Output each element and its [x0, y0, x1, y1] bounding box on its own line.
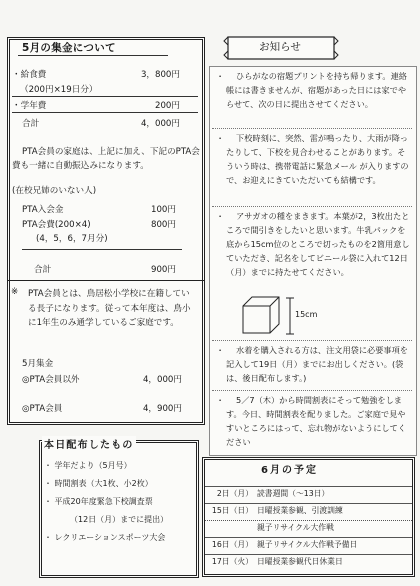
fee-months: (4，5，6，7月分)	[36, 234, 108, 244]
collection-title-underline	[18, 55, 168, 56]
schedule-row	[205, 503, 412, 518]
handouts-title: 本日配布したもの	[42, 436, 136, 451]
schedule-row	[205, 486, 412, 501]
total2-label: 合計	[34, 265, 52, 275]
entry-label: PTA入会金	[22, 205, 64, 215]
schedule-event: 親子リサイクル大作戦	[257, 523, 334, 532]
handout-item: （12日（月）までに提出）	[70, 515, 169, 524]
notice-separator	[212, 128, 412, 129]
may-collection-label: 5月集金	[22, 359, 54, 369]
schedule-row	[205, 554, 412, 569]
schedule-date: 17日（火）	[211, 557, 253, 566]
grade-amount: 200円	[155, 101, 180, 111]
schedule-date: 16日（月）	[211, 540, 253, 549]
entry-amount: 100円	[151, 205, 176, 215]
lunch-amount: 3，800円	[140, 70, 180, 80]
notice-item-morning-glory: アサガオの種をまきます。本葉が2，3枚出たところで間引きをしたいと思います。牛乳パックを底から15cm位のところで切ったものを2箇用意していただき、記名をしてビニール袋に入れて12日（月）までに持たせてください。	[226, 211, 410, 277]
member-label: ◎PTA会員	[22, 404, 63, 414]
schedule-date: 2日（月）	[216, 489, 253, 498]
handout-item: ・ レクリエーションスポーツ大会	[44, 533, 166, 542]
schedule-row	[205, 520, 412, 535]
total1-label: 合計	[22, 119, 40, 129]
schedule-event: 親子リサイクル大作戦予備日	[257, 540, 358, 549]
pta-member-note: PTA会員とは、鳥居松小学校に在籍している長子になります。従って本年度は、鳥小に1年生のみ通学しているご家庭です。	[28, 289, 191, 329]
no-siblings-label: (在校兄姉のいない人)	[12, 186, 97, 196]
nonmember-amount: 4，000円	[142, 375, 182, 385]
handout-item: ・ 平成20年度緊急下校調査票	[44, 497, 153, 506]
schedule-row	[205, 537, 412, 552]
bullet-mark: ・	[216, 133, 225, 143]
grade-label: ・学年費	[12, 101, 47, 111]
carton-cube-icon	[240, 294, 282, 334]
total1-amount: 4，000円	[140, 119, 180, 129]
notice-separator	[212, 390, 412, 391]
member-amount: 4，900円	[142, 404, 182, 414]
divider	[12, 112, 198, 113]
note-mark: ※	[11, 287, 19, 297]
bullet-mark: ・	[216, 71, 225, 81]
notice-separator	[212, 340, 412, 341]
bullet-mark: ・	[216, 345, 225, 355]
lunch-detail: （200円×19日分）	[20, 85, 98, 95]
total2-amount: 900円	[151, 265, 176, 275]
bullet-mark: ・	[216, 395, 225, 405]
lunch-label: ・給食費	[12, 70, 47, 80]
divider	[12, 96, 198, 97]
schedule-event: 日曜授業参観、引渡訓練	[257, 506, 343, 515]
collection-title: 5月の集金について	[22, 42, 116, 54]
notice-item-dismissal: 下校時刻に、突然、雷が鳴ったり、大雨が降ったりして、下校を見合わせることがあります。そういう時は、携帯電話に緊急メール が入りますので、お迎えにきていただいても結構です。	[226, 133, 409, 185]
notice-separator	[212, 206, 412, 207]
handout-item: ・ 時間割表（大1枚、小2枚）	[44, 479, 153, 488]
carton-dimension: 15cm	[295, 310, 318, 319]
schedule-event: 読書週間（～13日）	[257, 489, 330, 498]
bullet-mark: ・	[216, 211, 225, 221]
notice-item-swimsuit: 水着を購入される方は、注文用袋に必要事項を記入して19日（月）までにお出しください。(袋は、後日配布します。)	[226, 345, 408, 383]
pta-notice: PTA会員の家庭は、上記に加え、下記のPTA会費も一緒に自動振込みになります。	[12, 147, 200, 171]
notice-item-homework: ひらがなの宿題プリントを持ち帰ります。連絡帳には書きませんが、宿題があった日には家でやらせて、次の日に提出させてください。	[226, 71, 407, 109]
june-schedule-title: 6月の予定	[261, 465, 318, 476]
schedule-event: 日曜授業参観代日休業日	[257, 557, 343, 566]
notice-title: お知らせ	[259, 41, 301, 53]
fee-label: PTA会費(200×4)	[22, 220, 91, 230]
schedule-date: 15日（日）	[211, 506, 253, 515]
divider	[22, 249, 182, 250]
handout-item: ・ 学年だより（5月号）	[44, 461, 132, 470]
fee-amount: 800円	[151, 220, 176, 230]
nonmember-label: ◎PTA会員以外	[22, 375, 80, 385]
divider	[7, 280, 205, 281]
notice-item-timetable: 5／7（木）から時間割表にそって勉強をします。今日、時間割表を配りました。ご家庭で見やすいところにはって、忘れ物がないようにしてください	[226, 395, 406, 447]
